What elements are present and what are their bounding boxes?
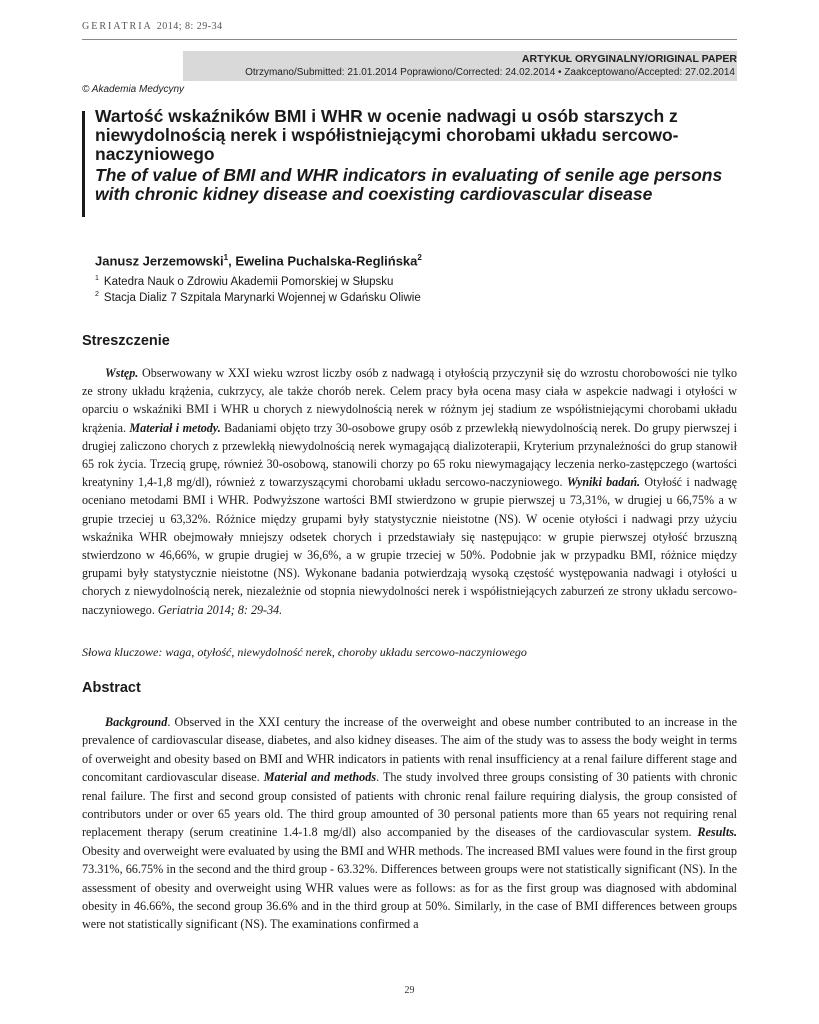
paragraph-text: Obesity and overweight were evaluated by using the BMI and WHR methods. The increased BMI values were found in the first group 73.31%, 66.75% in the second and the third group - 63.32%. Differences between groups were not statistically significant (NS). In the assessment of obesity and overweight using WHR values were as follows: as for as the first group was diagnosed with abdominal obesity in 46.66%, the second group 36.6% and in the third group at 50%. Similarly, in the case of BMI differences between groups were not statistically significant (NS). The examinations confirmed a: [82, 843, 737, 932]
author-separator: ,: [228, 253, 236, 269]
paragraph-text: Badaniami objęto trzy 30-osobowe grupy osób z przewlekłą niewydolnością nerek. Do grupy pierwszej i drugiej zaliczono chorych z przewlekłą niewydolnością nerek wymagającą dializoterapii, Kryterium przynależności do grup stanowił 65 rok życia. Trzecią grupę, również 30-osobową, stanowili chorzy po 65 roku niewymagający leczenia nerko-zastępczego (wartości kreatyniny 1,4-1,8 mg/dl), również z towarzyszącymi chorobami układu sercowo-naczyniowego.: [82, 420, 737, 490]
lead-heading: Wyniki badań.: [566, 475, 641, 490]
title-polish: Wartość wskaźników BMI i WHR w ocenie nadwagi u osób starszych z niewydolnością nerek i współistniejącymi chorobami układu sercowo-naczyniowego: [95, 106, 679, 164]
affiliation-number: 2: [95, 291, 99, 298]
lead-heading: Materiał i metody.: [129, 420, 221, 435]
submission-dates: Otrzymano/Submitted: 21.01.2014 Poprawiono/Corrected: 24.02.2014 • Zaakceptowano/Accepted: 27.02.2014: [245, 67, 735, 78]
paragraph-text: Obserwowany w XXI wieku wzrost liczby osób z nadwagą i otyłością przyczynił się do wzrostu chorobowości nie tylko ze strony układu krążenia, cukrzycy, ale także chorób nerek. Celem pracy była ocena masy ciała w aspekcie nadwagi i otyłości w oparciu o wskaźniki BMI i WHR u chorych z niewydolnością nerek w różnym jej stadium ze współistniejącymi chorobami układu krążenia.: [82, 366, 737, 435]
affiliation: [95, 275, 393, 288]
lead-heading: Material and methods: [263, 770, 377, 785]
lead-heading: Wstęp.: [105, 366, 139, 380]
affiliation-text: Katedra Nauk o Zdrowiu Akademii Pomorskiej w Słupsku: [103, 275, 394, 288]
paragraph-text: . Observed in the XXI century the increase of the overweight and obese number contributed to an increase in the prevalence of cardiovascular disease, diabetes, and also kidney diseases. The aim of the study was to assess the body weight in terms of overweight and obesity based on BMI and WHR indicators in patients with renal insufficiency at a renal failure different stage and concomitant cardiovascular disease.: [82, 715, 737, 785]
abstract-body: [82, 713, 737, 934]
affiliation-number: 1: [95, 275, 99, 282]
page-number: 29: [404, 985, 415, 996]
paragraph-text: . The study involved three groups consisting of 30 patients with chronic renal failure. The first and second group consisted of patients with chronic renal failure requiring dialysis, the group consisted of contributors under or over 65 years old. The third group amounted of 30 personal patients more than 65 years not requiring renal replacement therapy (serum creatinine 1.4-1.8 mg/dl) also accompanied by the diseases of the cardiovascular system.: [82, 770, 737, 840]
author-affiliation-mark: 1: [223, 253, 229, 262]
paragraph-text: Otyłość i nadwagę oceniano metodami BMI i WHR. Podwyższone wartości BMI stwierdzono w grupie pierwszej u 73,31%, w drugiej u 66,75% a w grupie trzeciej u 63,32%. Różnice między grupami były statystycznie nieistotne (NS). W ocenie otyłości i nadwagi przy użyciu wskaźnika WHR obejmowały mniejszy odsetek chorych i przedstawiały się następująco: w grupie pierwszej otyłość brzuszną stwierdzono w 46,66%, w grupie drugiej w 36,6%, a w grupie trzeciej w 50%. Podobnie jak w przypadku BMI, różnice między grupami były statystycznie nieistotne (NS). Wykonane badania potwierdzają wysoką częstość występowania nadwagi i otyłości u chorych z niewydolnością nerek, niezależnie od stopnia niewydolności nerek i współistniejących zaburzeń ze strony układu sercowo-naczyniowego.: [82, 475, 737, 617]
section-heading-streszczenie: Streszczenie: [82, 333, 170, 349]
author-name: Ewelina Puchalska-Reglińska: [235, 253, 418, 269]
header-rule: [82, 39, 737, 40]
lead-heading: Background: [105, 715, 168, 729]
journal-name: GERIATRIA: [82, 21, 153, 32]
affiliation: [95, 291, 421, 304]
journal-citation: 2014; 8: 29-34: [156, 21, 223, 32]
streszczenie-body: [82, 364, 737, 619]
copyright-notice: © Akademia Medycyny: [82, 84, 185, 95]
section-heading-abstract: Abstract: [82, 680, 141, 696]
keywords: Słowa kluczowe: waga, otyłość, niewydolność nerek, choroby układu sercowo-naczyniowego: [82, 645, 527, 659]
article-type: ARTYKUŁ ORYGINALNY/ORIGINAL PAPER: [521, 53, 737, 65]
affiliation-text: Stacja Dializ 7 Szpitala Marynarki Wojennej w Gdańsku Oliwie: [103, 291, 421, 304]
title-accent-bar: [82, 111, 85, 217]
journal-citation-inline: Geriatria 2014; 8: 29-34.: [157, 602, 283, 617]
author-list: [95, 253, 422, 268]
author-affiliation-mark: 2: [417, 253, 422, 262]
lead-heading: Results.: [697, 825, 737, 840]
journal-header: [82, 21, 223, 32]
author-name: Janusz Jerzemowski: [95, 253, 224, 269]
title-english: The of value of BMI and WHR indicators in evaluating of senile age persons with chronic kidney disease and coexisting cardiovascular disease: [95, 165, 723, 204]
